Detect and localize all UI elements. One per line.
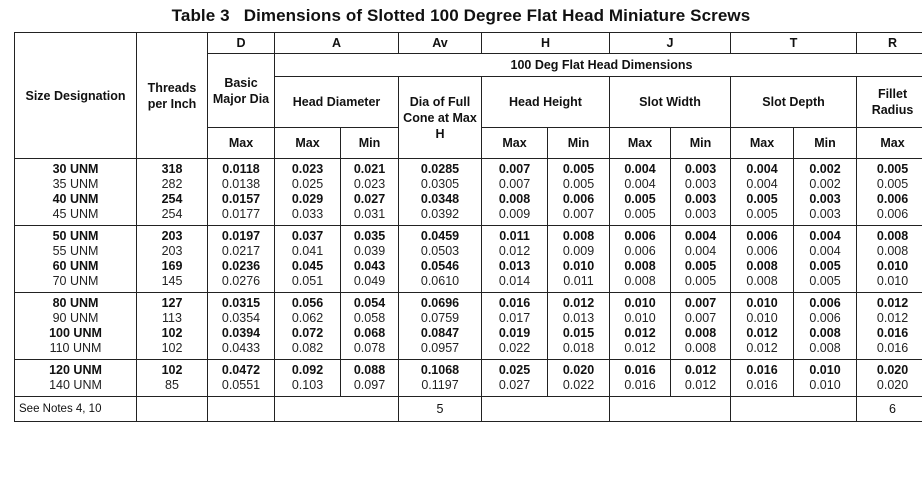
header-letter-d: D [208,33,275,54]
size-designation-column-cell [15,360,137,397]
j-max-header: Max [610,128,671,159]
slot-width-min-value: 0.004 [684,244,717,258]
dia-full-cone-value: 0.0696 [420,296,460,310]
t-min-header: Min [794,128,857,159]
head-diameter-min-value: 0.088 [353,363,386,377]
slot-width-min-column-cell [671,360,731,397]
head-height-max-value: 0.009 [498,207,531,221]
slot-width-max-value: 0.006 [624,229,656,243]
fillet-radius-max-value: 0.005 [876,177,909,191]
flat-head-dimensions-header: 100 Deg Flat Head Dimensions [275,54,922,77]
slot-depth-max-column-cell [731,293,794,360]
slot-depth-min-column-cell [794,159,857,226]
threads-per-inch-header: Threads per Inch [137,33,208,159]
slot-width-max-value: 0.010 [624,296,656,310]
threads-per-inch-value: 169 [161,259,183,273]
fillet-radius-max-value: 0.020 [876,378,909,392]
head-height-min-value: 0.005 [562,177,595,191]
basic-major-dia-value: 0.0236 [221,259,261,273]
slot-depth-max-value: 0.006 [746,244,778,258]
slot-depth-max-column-cell [731,226,794,293]
notes-empty [275,397,399,422]
dia-full-cone-value: 0.0546 [420,259,460,273]
fillet-radius-max-value: 0.010 [876,259,909,273]
threads-per-inch-value: 102 [161,363,183,377]
slot-depth-max-value: 0.016 [746,378,778,392]
head-height-max-value: 0.016 [498,296,531,310]
slot-depth-max-value: 0.012 [746,341,778,355]
head-diameter-min-value: 0.027 [353,192,386,206]
head-diameter-min-value: 0.043 [353,259,386,273]
basic-major-dia-header: Basic Major Dia [208,54,275,128]
head-diameter-min-value: 0.023 [353,177,386,191]
slot-width-max-value: 0.005 [624,192,656,206]
head-diameter-max-value: 0.045 [291,259,324,273]
head-diameter-max-value: 0.023 [291,162,324,176]
basic-major-dia-value: 0.0197 [221,229,261,243]
size-designation-column-cell [15,159,137,226]
slot-width-max-column-cell [610,293,671,360]
slot-depth-max-value: 0.012 [746,326,778,340]
head-height-min-value: 0.013 [562,311,595,325]
head-height-max-value: 0.027 [498,378,531,392]
basic-major-dia-value: 0.0354 [221,311,261,325]
notes-empty [208,397,275,422]
head-diameter-max-value: 0.025 [291,177,324,191]
head-diameter-min-value: 0.035 [353,229,386,243]
head-diameter-max-value: 0.062 [291,311,324,325]
basic-major-dia-column-cell [208,159,275,226]
table-row-group [15,159,922,226]
dia-full-cone-value: 0.0503 [420,244,460,258]
notes-label: See Notes 4, 10 [15,397,137,422]
dimensions-table [14,32,922,422]
head-diameter-min-value: 0.054 [353,296,386,310]
header-letter-t: T [731,33,857,54]
dia-full-cone-value: 0.0610 [420,274,460,288]
slot-depth-max-value: 0.004 [746,162,778,176]
head-diameter-max-value: 0.072 [291,326,324,340]
size-designation-value: 40 UNM [52,192,99,206]
table-title [0,6,922,26]
slot-width-max-value: 0.004 [624,177,656,191]
basic-major-dia-column-cell [208,360,275,397]
head-height-max-value: 0.007 [498,177,531,191]
size-designation-value: 100 UNM [49,326,102,340]
slot-width-max-value: 0.006 [624,244,656,258]
slot-width-min-value: 0.003 [684,192,717,206]
dia-full-cone-header: Dia of Full Cone at Max H [399,77,482,159]
slot-width-max-value: 0.010 [624,311,656,325]
size-designation-column-cell [15,293,137,360]
slot-width-max-value: 0.004 [624,162,656,176]
head-diameter-min-value: 0.039 [353,244,386,258]
head-height-max-value: 0.014 [498,274,531,288]
head-diameter-max-value: 0.092 [291,363,324,377]
slot-width-max-value: 0.016 [624,378,656,392]
notes-empty [610,397,731,422]
dia-full-cone-column-cell [399,159,482,226]
header-letter-av: Av [399,33,482,54]
head-height-max-value: 0.025 [498,363,531,377]
notes-empty [137,397,208,422]
head-height-max-column-cell [482,226,548,293]
slot-width-max-value: 0.008 [624,274,656,288]
slot-width-min-value: 0.005 [684,274,717,288]
size-designation-value: 55 UNM [52,244,99,258]
head-diameter-max-column-cell [275,159,341,226]
notes-empty [482,397,610,422]
basic-major-dia-value: 0.0276 [221,274,261,288]
size-designation-value: 110 UNM [49,341,102,355]
threads-per-inch-value: 203 [161,244,183,258]
dia-full-cone-value: 0.0459 [420,229,460,243]
threads-per-inch-value: 113 [162,311,182,325]
dia-full-cone-value: 0.0759 [420,311,460,325]
head-diameter-max-value: 0.041 [291,244,324,258]
slot-depth-min-value: 0.002 [809,177,841,191]
head-diameter-min-column-cell [341,293,399,360]
slot-width-min-column-cell [671,226,731,293]
slot-width-max-column-cell [610,159,671,226]
head-diameter-max-column-cell [275,226,341,293]
table-row-group [15,226,922,293]
dia-full-cone-value: 0.0305 [420,177,460,191]
slot-width-header: Slot Width [610,77,731,128]
slot-depth-min-value: 0.005 [809,259,841,273]
head-height-min-value: 0.005 [562,162,595,176]
head-height-min-value: 0.020 [562,363,595,377]
threads-per-inch-column-cell [137,360,208,397]
dia-full-cone-value: 0.1068 [420,363,460,377]
slot-depth-min-value: 0.005 [809,274,841,288]
basic-major-dia-value: 0.0472 [221,363,261,377]
head-height-min-value: 0.012 [562,296,595,310]
slot-depth-max-column-cell [731,159,794,226]
letter-header-row [15,33,922,54]
head-diameter-min-column-cell [341,360,399,397]
head-height-max-column-cell [482,293,548,360]
threads-per-inch-value: 85 [165,378,179,392]
dia-full-cone-value: 0.0957 [420,341,460,355]
slot-width-max-column-cell [610,360,671,397]
head-diameter-min-value: 0.049 [353,274,386,288]
d-max-header: Max [208,128,275,159]
head-height-max-value: 0.022 [498,341,531,355]
fillet-radius-max-value: 0.020 [876,363,909,377]
size-designation-value: 30 UNM [52,162,99,176]
header-letter-a: A [275,33,399,54]
size-designation-value: 140 UNM [49,378,102,392]
slot-depth-min-value: 0.008 [809,326,841,340]
dia-full-cone-column-cell [399,293,482,360]
threads-per-inch-value: 102 [161,341,183,355]
head-diameter-min-value: 0.031 [353,207,386,221]
basic-major-dia-value: 0.0217 [221,244,261,258]
threads-per-inch-column-cell [137,293,208,360]
threads-per-inch-value: 102 [161,326,183,340]
head-diameter-max-value: 0.029 [291,192,324,206]
slot-depth-min-value: 0.010 [809,363,841,377]
size-designation-column-cell [15,226,137,293]
head-diameter-min-value: 0.058 [353,311,386,325]
head-height-max-value: 0.008 [498,192,531,206]
head-height-max-value: 0.011 [499,229,530,243]
basic-major-dia-value: 0.0177 [221,207,261,221]
head-diameter-max-value: 0.056 [291,296,324,310]
slot-depth-min-value: 0.004 [809,244,841,258]
size-designation-header: Size Designation [15,33,137,159]
slot-depth-min-value: 0.003 [809,207,841,221]
size-designation-value: 80 UNM [52,296,99,310]
fillet-radius-max-value: 0.006 [876,207,909,221]
dia-full-cone-column-cell [399,360,482,397]
slot-width-max-value: 0.012 [624,326,656,340]
h-max-header: Max [482,128,548,159]
threads-per-inch-column-cell [137,159,208,226]
head-height-min-value: 0.010 [562,259,595,273]
slot-width-min-value: 0.005 [684,259,717,273]
notes-row [15,397,922,422]
slot-width-min-value: 0.003 [684,177,717,191]
threads-per-inch-value: 254 [161,192,183,206]
head-height-min-value: 0.015 [562,326,595,340]
basic-major-dia-value: 0.0138 [221,177,261,191]
head-height-min-value: 0.009 [562,244,595,258]
slot-depth-max-value: 0.008 [746,259,778,273]
threads-per-inch-column-cell [137,226,208,293]
table-title-text: Dimensions of Slotted 100 Degree Flat Head Miniature Screws [243,6,751,25]
head-height-max-column-cell [482,159,548,226]
size-designation-value: 35 UNM [52,177,99,191]
slot-depth-min-value: 0.004 [809,229,841,243]
basic-major-dia-value: 0.0551 [221,378,261,392]
slot-depth-header: Slot Depth [731,77,857,128]
head-diameter-min-column-cell [341,159,399,226]
fillet-radius-max-column-cell [857,293,922,360]
head-height-max-value: 0.012 [498,244,531,258]
notes-r: 6 [857,397,922,422]
slot-width-min-value: 0.003 [684,162,717,176]
header-letter-r: R [857,33,922,54]
head-diameter-max-value: 0.082 [291,341,324,355]
slot-width-max-value: 0.005 [624,207,656,221]
slot-depth-max-value: 0.010 [746,311,778,325]
fillet-radius-max-value: 0.008 [876,229,909,243]
head-diameter-max-column-cell [275,360,341,397]
fillet-radius-max-column-cell [857,159,922,226]
slot-depth-min-value: 0.002 [809,162,841,176]
table-body [15,159,922,397]
fillet-radius-max-value: 0.010 [876,274,909,288]
basic-major-dia-value: 0.0118 [222,162,260,176]
table-row-group [15,360,922,397]
head-height-max-value: 0.017 [498,311,531,325]
size-designation-value: 120 UNM [49,363,102,377]
slot-width-min-value: 0.008 [684,326,717,340]
slot-depth-min-column-cell [794,360,857,397]
head-diameter-max-column-cell [275,293,341,360]
dia-full-cone-column-cell [399,226,482,293]
slot-width-min-value: 0.007 [684,311,717,325]
head-diameter-max-value: 0.051 [291,274,324,288]
header-letter-h: H [482,33,610,54]
head-height-header: Head Height [482,77,610,128]
slot-depth-min-column-cell [794,226,857,293]
fillet-radius-header: Fillet Radius [857,77,922,128]
h-min-header: Min [548,128,610,159]
slot-depth-max-value: 0.010 [746,296,778,310]
slot-depth-min-value: 0.006 [809,296,841,310]
threads-per-inch-value: 282 [161,177,183,191]
fillet-radius-max-column-cell [857,226,922,293]
slot-depth-min-value: 0.006 [809,311,841,325]
fillet-radius-max-value: 0.006 [876,192,909,206]
head-height-max-column-cell [482,360,548,397]
head-diameter-min-value: 0.078 [353,341,386,355]
head-height-min-value: 0.011 [563,274,594,288]
head-height-max-value: 0.007 [498,162,531,176]
basic-major-dia-value: 0.0394 [221,326,261,340]
head-diameter-min-value: 0.097 [353,378,386,392]
dia-full-cone-value: 0.0392 [420,207,460,221]
threads-per-inch-value: 203 [161,229,183,243]
slot-width-min-column-cell [671,159,731,226]
slot-depth-max-value: 0.006 [746,229,778,243]
slot-width-max-value: 0.012 [624,341,656,355]
fillet-radius-max-value: 0.012 [876,311,909,325]
basic-major-dia-value: 0.0433 [221,341,261,355]
slot-depth-max-column-cell [731,360,794,397]
header-letter-j: J [610,33,731,54]
head-diameter-min-column-cell [341,226,399,293]
slot-depth-min-value: 0.010 [809,378,841,392]
slot-depth-max-value: 0.016 [746,363,778,377]
slot-width-min-value: 0.012 [684,363,717,377]
slot-width-min-value: 0.008 [684,341,717,355]
threads-per-inch-value: 318 [161,162,183,176]
slot-depth-max-value: 0.004 [746,177,778,191]
basic-major-dia-value: 0.0315 [221,296,261,310]
head-diameter-min-value: 0.021 [353,162,386,176]
a-min-header: Min [341,128,399,159]
slot-width-min-value: 0.004 [684,229,717,243]
dia-full-cone-value: 0.0847 [420,326,460,340]
head-height-min-column-cell [548,360,610,397]
size-designation-value: 70 UNM [52,274,99,288]
slot-depth-max-value: 0.008 [746,274,778,288]
slot-width-min-value: 0.012 [684,378,717,392]
fillet-radius-max-value: 0.016 [876,326,909,340]
slot-width-min-value: 0.007 [684,296,717,310]
head-height-max-value: 0.019 [498,326,531,340]
slot-depth-min-value: 0.003 [809,192,841,206]
fillet-radius-max-value: 0.008 [876,244,909,258]
head-height-min-column-cell [548,159,610,226]
dia-full-cone-value: 0.1197 [421,378,459,392]
slot-depth-min-value: 0.008 [809,341,841,355]
size-designation-value: 60 UNM [52,259,99,273]
size-designation-value: 90 UNM [52,311,99,325]
basic-major-dia-column-cell [208,293,275,360]
slot-width-max-column-cell [610,226,671,293]
slot-width-max-value: 0.016 [624,363,656,377]
head-height-min-value: 0.006 [562,192,595,206]
head-height-min-value: 0.022 [562,378,595,392]
slot-depth-max-value: 0.005 [746,207,778,221]
slot-width-min-column-cell [671,293,731,360]
fillet-radius-max-value: 0.016 [876,341,909,355]
fillet-radius-max-column-cell [857,360,922,397]
slot-width-max-value: 0.008 [624,259,656,273]
notes-empty [731,397,857,422]
slot-depth-min-column-cell [794,293,857,360]
table-row-group [15,293,922,360]
head-diameter-max-value: 0.037 [291,229,324,243]
threads-per-inch-value: 254 [161,207,183,221]
table-number: Table 3 [171,6,230,25]
head-diameter-max-value: 0.033 [291,207,324,221]
t-max-header: Max [731,128,794,159]
fillet-radius-max-value: 0.005 [876,162,909,176]
basic-major-dia-value: 0.0157 [221,192,261,206]
threads-per-inch-value: 127 [161,296,183,310]
r-max-header: Max [857,128,922,159]
size-designation-value: 45 UNM [52,207,99,221]
head-diameter-min-value: 0.068 [353,326,386,340]
head-diameter-max-value: 0.103 [291,378,324,392]
threads-per-inch-value: 145 [161,274,183,288]
head-height-min-column-cell [548,226,610,293]
fillet-radius-max-value: 0.012 [876,296,909,310]
size-designation-value: 50 UNM [52,229,99,243]
head-height-min-value: 0.008 [562,229,595,243]
head-diameter-header: Head Diameter [275,77,399,128]
slot-width-min-value: 0.003 [684,207,717,221]
basic-major-dia-column-cell [208,226,275,293]
a-max-header: Max [275,128,341,159]
head-height-min-value: 0.007 [562,207,595,221]
head-height-min-value: 0.018 [562,341,595,355]
head-height-max-value: 0.013 [498,259,531,273]
j-min-header: Min [671,128,731,159]
head-height-min-column-cell [548,293,610,360]
dia-full-cone-value: 0.0285 [420,162,460,176]
dia-full-cone-value: 0.0348 [420,192,460,206]
slot-depth-max-value: 0.005 [746,192,778,206]
notes-av: 5 [399,397,482,422]
